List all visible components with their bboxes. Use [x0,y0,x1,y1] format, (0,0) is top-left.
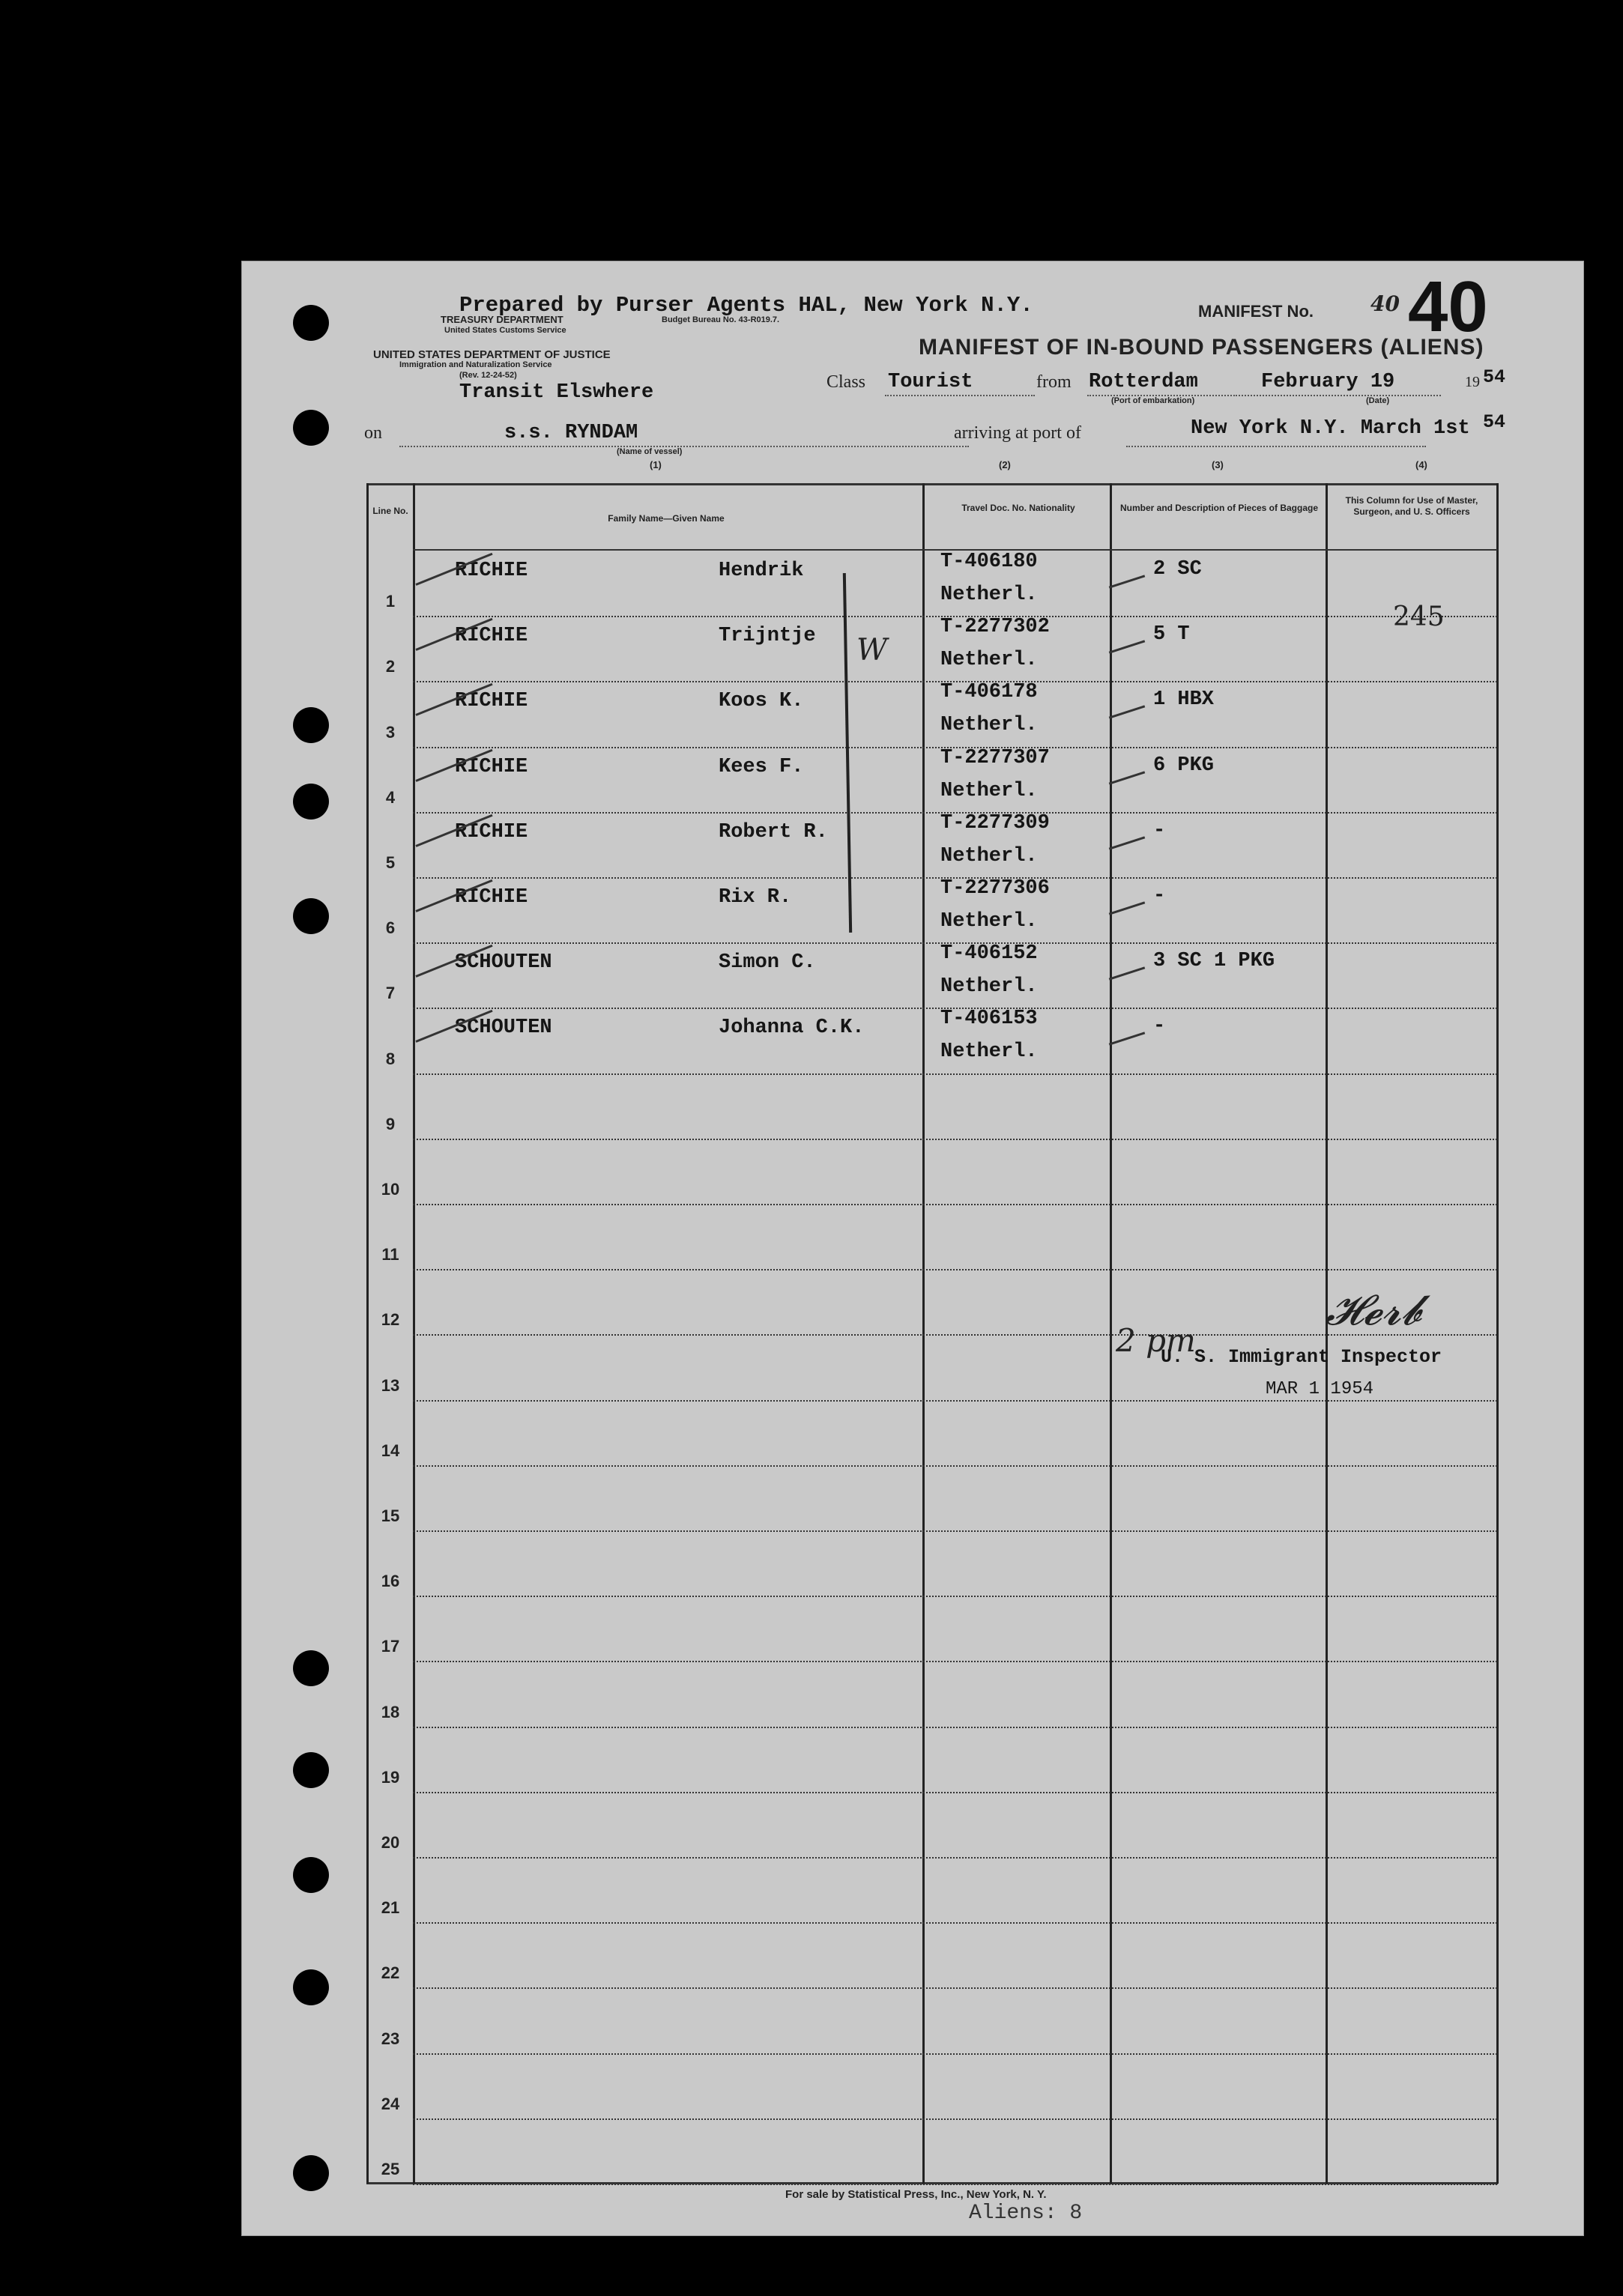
family-name: RICHIE [455,886,528,909]
given-name: Rix R. [719,886,792,909]
line-number: 25 [381,2160,400,2178]
row-rule [413,1922,1497,1924]
baggage-tick [1109,640,1145,654]
family-name: RICHIE [455,820,528,843]
nationality: Netherl. [940,844,1038,867]
arrival-year: 54 [1483,411,1506,433]
from-label: from [1036,372,1072,392]
punch-hole [293,707,329,743]
inspector-title: U. S. Immigrant Inspector [1161,1346,1442,1368]
baggage-description: 5 T [1153,623,1190,646]
given-name: Simon C. [719,951,816,975]
vessel-caption: (Name of vessel) [617,447,683,456]
col-header-officers: This Column for Use of Master, Surgeon, and U. S. Officers [1345,495,1478,517]
given-name: Koos K. [719,690,804,713]
punch-hole [293,410,329,446]
pm-note: 2 pm [1116,1322,1196,1359]
column-number-4: (4) [1415,459,1427,470]
line-number: 15 [381,1506,400,1525]
vessel-value: s.s. RYNDAM [504,422,638,444]
year-value: 54 [1483,366,1506,388]
nationality: Netherl. [940,779,1038,802]
row-rule [413,1596,1497,1597]
row-rule [413,1204,1497,1205]
punch-hole [293,898,329,934]
travel-doc-number: T-406153 [940,1008,1038,1031]
manifest-sheet [241,261,1584,2236]
transit-note: Transit Elswhere [459,381,654,404]
justice-dept: UNITED STATES DEPARTMENT OF JUSTICE [373,348,611,361]
line-number: 12 [381,1310,400,1330]
col-header-name: Family Name—Given Name [608,513,725,524]
line-number: 20 [381,1833,400,1852]
class-value: Tourist [888,371,973,393]
row-rule [413,1139,1497,1140]
manifest-no-label: MANIFEST No. [1198,302,1314,321]
customs-service: United States Customs Service [444,326,566,335]
line-number: 22 [381,1963,400,1983]
line-number: 21 [381,1898,400,1918]
nationality: Netherl. [940,649,1038,672]
travel-doc-number: T-406178 [940,681,1038,704]
line-number: 17 [381,1637,400,1656]
punch-hole [293,1650,329,1686]
given-name: Johanna C.K. [719,1017,865,1040]
travel-doc-number: T-406152 [940,942,1038,966]
baggage-description: - [1153,885,1166,907]
line-number: 7 [385,984,396,1003]
from-value: Rotterdam [1089,371,1198,393]
line-number: 1 [385,592,396,611]
line-number: 2 [385,657,396,676]
row-rule [413,1465,1497,1467]
col-header-travel-doc: Travel Doc. No. Nationality [961,503,1075,513]
line-number: 8 [385,1049,396,1068]
baggage-description: - [1153,819,1166,842]
baggage-tick [1109,901,1145,915]
punch-hole [293,1969,329,2005]
line-number: 16 [381,1572,400,1591]
nationality: Netherl. [940,975,1038,999]
line-number: 4 [385,787,396,807]
column-number-3: (3) [1212,459,1224,470]
col-header-line-no: Line No. [372,506,408,516]
row-rule [413,2118,1497,2120]
row-rule [413,1400,1497,1402]
nationality: Netherl. [940,584,1038,606]
prepared-by-stamp: Prepared by Purser Agents HAL, New York N.Y. [459,293,1033,318]
row-rule [413,1727,1497,1728]
date-value: February 19 [1261,371,1395,393]
line-number: 18 [381,1702,400,1721]
given-name: Trijntje [719,625,816,648]
family-name: SCHOUTEN [455,951,552,975]
family-name: RICHIE [455,690,528,713]
manifest-no-large: 40 [1408,267,1488,347]
punch-hole [293,305,329,341]
column-number-1: (1) [650,459,662,470]
manifest-no-small: 40 [1370,291,1400,316]
ins-service: Immigration and Naturalization Service [399,360,552,369]
line-number: 3 [385,722,396,742]
family-name: RICHIE [455,755,528,778]
given-name: Robert R. [719,820,828,843]
punch-hole [293,1857,329,1893]
row-rule [413,1987,1497,1989]
line-number: 11 [381,1245,399,1264]
punch-hole [293,2155,329,2191]
nationality: Netherl. [940,714,1038,737]
baggage-description: 3 SC 1 PKG [1153,950,1275,973]
baggage-tick [1109,1032,1145,1046]
line-number: 6 [385,918,396,938]
given-name: Hendrik [719,560,804,582]
line-number: 24 [381,2094,400,2113]
travel-doc-number: T-2277309 [940,811,1050,835]
row-rule [413,1661,1497,1662]
travel-doc-number: T-2277302 [940,616,1050,639]
family-name: RICHIE [455,560,528,582]
aliens-count: Aliens: 8 [969,2202,1083,2225]
baggage-description: 6 PKG [1153,754,1215,777]
line-number: 10 [381,1180,400,1199]
given-name: Kees F. [719,755,804,778]
travel-doc-number: T-2277307 [940,746,1050,769]
row-rule [413,1792,1497,1793]
baggage-description: - [1153,1015,1166,1038]
baggage-description: 2 SC [1153,558,1202,581]
inspector-signature: 𝓗𝓮𝓻𝓫 [1326,1286,1423,1335]
officer-note: 245 [1393,602,1445,632]
line-number: 19 [381,1767,400,1787]
row-rule [413,2184,1497,2185]
family-name: RICHIE [455,625,528,648]
manifest-table [366,483,1498,2184]
nationality: Netherl. [940,1041,1038,1064]
year-prefix: 19 [1465,374,1480,390]
baggage-tick [1109,771,1145,784]
budget-bureau: Budget Bureau No. 43-R019.7. [662,315,780,324]
line-number: 14 [381,1441,400,1460]
baggage-tick [1109,575,1145,588]
punch-hole [293,1752,329,1788]
class-label: Class [826,372,866,392]
row-rule [413,1857,1497,1859]
treasury-dept: TREASURY DEPARTMENT [441,314,563,325]
revision: (Rev. 12-24-52) [459,371,517,380]
line-number: 9 [385,1114,396,1133]
family-name: SCHOUTEN [455,1017,552,1040]
arrival-value: New York N.Y. March 1st [1191,417,1470,440]
row-rule [413,2053,1497,2055]
printer-credit: For sale by Statistical Press, Inc., New York, N. Y. [785,2188,1047,2201]
baggage-tick [1109,706,1145,719]
row-rule [413,1530,1497,1532]
travel-doc-number: T-2277306 [940,877,1050,900]
inspector-date: MAR 1 1954 [1266,1379,1374,1399]
col-header-baggage: Number and Description of Pieces of Baggage [1119,503,1319,513]
bracket-note: W [856,633,888,667]
row-rule [413,1269,1497,1270]
baggage-tick [1109,836,1145,849]
line-number: 13 [381,1375,400,1395]
nationality: Netherl. [940,910,1038,933]
line-number: 23 [381,2029,400,2048]
form-title: MANIFEST OF IN-BOUND PASSENGERS (ALIENS) [919,335,1484,360]
punch-hole [293,784,329,820]
port-embark-caption: (Port of embarkation) [1111,396,1195,405]
travel-doc-number: T-406180 [940,551,1038,573]
row-rule [413,1073,1497,1075]
baggage-tick [1109,967,1145,981]
column-number-2: (2) [999,459,1011,470]
line-number: 5 [385,853,396,872]
arriving-label: arriving at port of [954,423,1081,443]
baggage-description: 1 HBX [1153,688,1215,712]
on-label: on [364,423,382,443]
date-caption: (Date) [1366,396,1390,405]
